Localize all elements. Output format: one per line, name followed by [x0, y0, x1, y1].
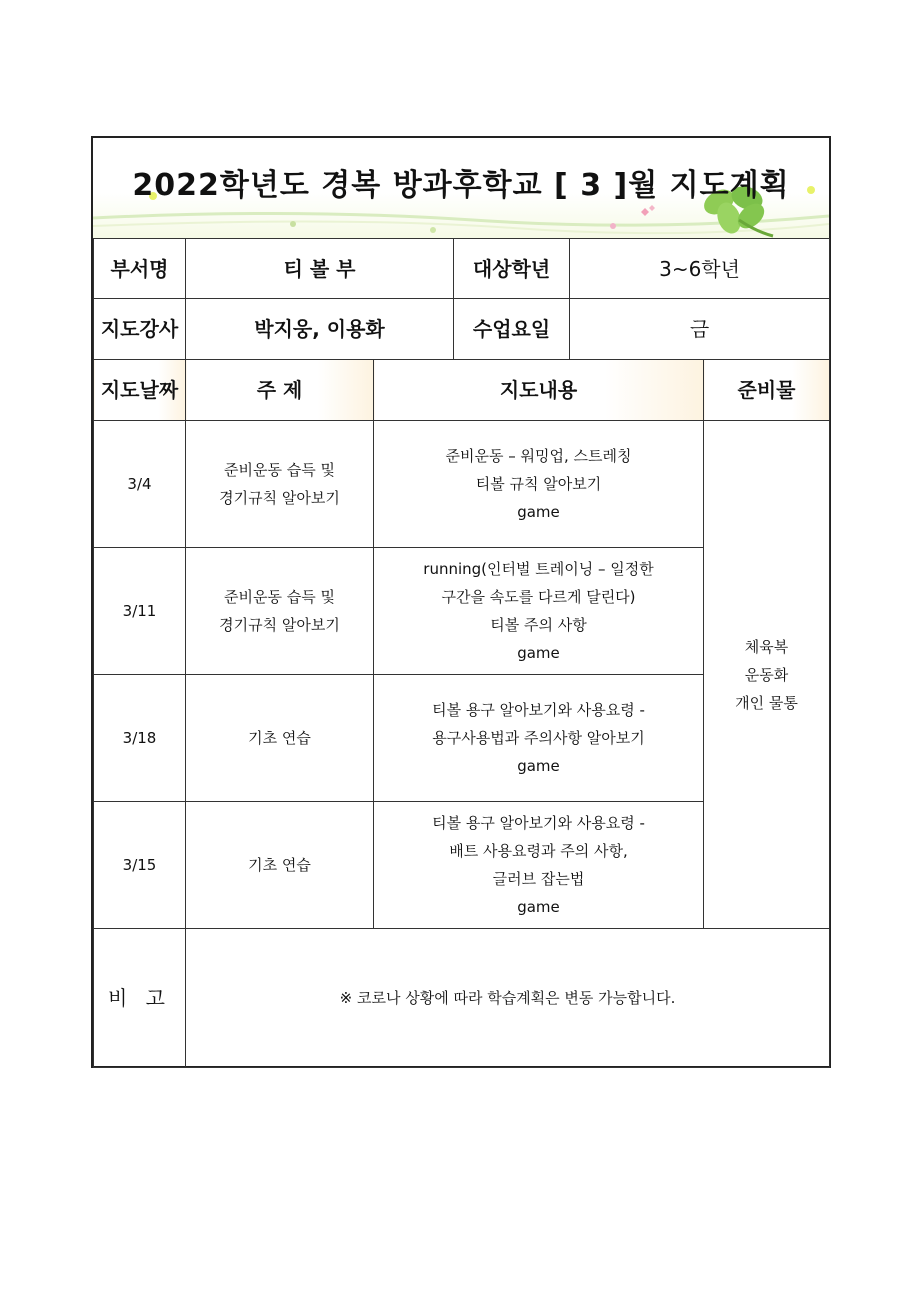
dept-label: 부서명 [94, 239, 186, 299]
row-content [374, 421, 704, 548]
column-header-row [94, 360, 830, 421]
topic-line: 기초 연습 [248, 729, 311, 747]
row-content [374, 675, 704, 802]
title-banner [93, 138, 829, 238]
grade-label: 대상학년 [454, 239, 570, 299]
topic-line: 준비운동 습득 및 [224, 461, 335, 479]
plan-document [91, 136, 831, 1068]
table-row [94, 421, 830, 548]
content-line: running(인터벌 트레이닝 – 일정한 [423, 560, 654, 578]
content-line: 글러브 잡는법 [492, 870, 585, 888]
row-topic [186, 548, 374, 675]
page-title: 2022학년도 경복 방과후학교 [ 3 ]월 지도계획 [132, 168, 790, 203]
header-content: 지도내용 [374, 360, 704, 421]
content-line: 준비운동 – 워밍업, 스트레칭 [445, 447, 632, 465]
row-topic [186, 421, 374, 548]
row-topic [186, 675, 374, 802]
content-line: 티볼 용구 알아보기와 사용요령 - [432, 701, 645, 719]
info-row-instructor [94, 299, 830, 360]
remarks-text: ※ 코로나 상황에 따라 학습계획은 변동 가능합니다. [186, 929, 830, 1068]
content-line: 티볼 용구 알아보기와 사용요령 - [432, 814, 645, 832]
row-date: 3/4 [94, 421, 186, 548]
header-date: 지도날짜 [94, 360, 186, 421]
topic-line: 경기규칙 알아보기 [219, 616, 340, 634]
material-item: 개인 물통 [735, 693, 798, 712]
instructor-label: 지도강사 [94, 299, 186, 360]
header-topic: 주 제 [186, 360, 374, 421]
materials-cell [704, 421, 830, 929]
dept-value: 티 볼 부 [186, 239, 454, 299]
content-line: game [517, 898, 560, 916]
topic-line: 기초 연습 [248, 856, 311, 874]
row-content [374, 548, 704, 675]
info-row-dept [94, 239, 830, 299]
row-date: 3/11 [94, 548, 186, 675]
remarks-label: 비 고 [94, 929, 186, 1068]
topic-line: 경기규칙 알아보기 [219, 489, 340, 507]
instructor-value: 박지웅, 이용화 [186, 299, 454, 360]
grade-value: 3~6학년 [570, 239, 830, 299]
remarks-row [94, 929, 830, 1068]
material-item: 체육복 [744, 637, 789, 656]
day-label: 수업요일 [454, 299, 570, 360]
row-date: 3/15 [94, 802, 186, 929]
content-line: 구간을 속도를 다르게 달린다) [441, 588, 636, 606]
content-line: 티볼 주의 사항 [490, 616, 587, 634]
row-topic [186, 802, 374, 929]
content-line: 배트 사용요령과 주의 사항, [449, 842, 628, 860]
material-item: 운동화 [744, 665, 789, 684]
day-value: 금 [570, 299, 830, 360]
row-content [374, 802, 704, 929]
content-line: game [517, 503, 560, 521]
topic-line: 준비운동 습득 및 [224, 588, 335, 606]
row-date: 3/18 [94, 675, 186, 802]
content-line: game [517, 644, 560, 662]
content-line: 용구사용법과 주의사항 알아보기 [432, 729, 645, 747]
content-line: 티볼 규칙 알아보기 [475, 475, 602, 493]
content-line: game [517, 757, 560, 775]
plan-table [93, 238, 830, 1068]
header-materials: 준비물 [704, 360, 830, 421]
